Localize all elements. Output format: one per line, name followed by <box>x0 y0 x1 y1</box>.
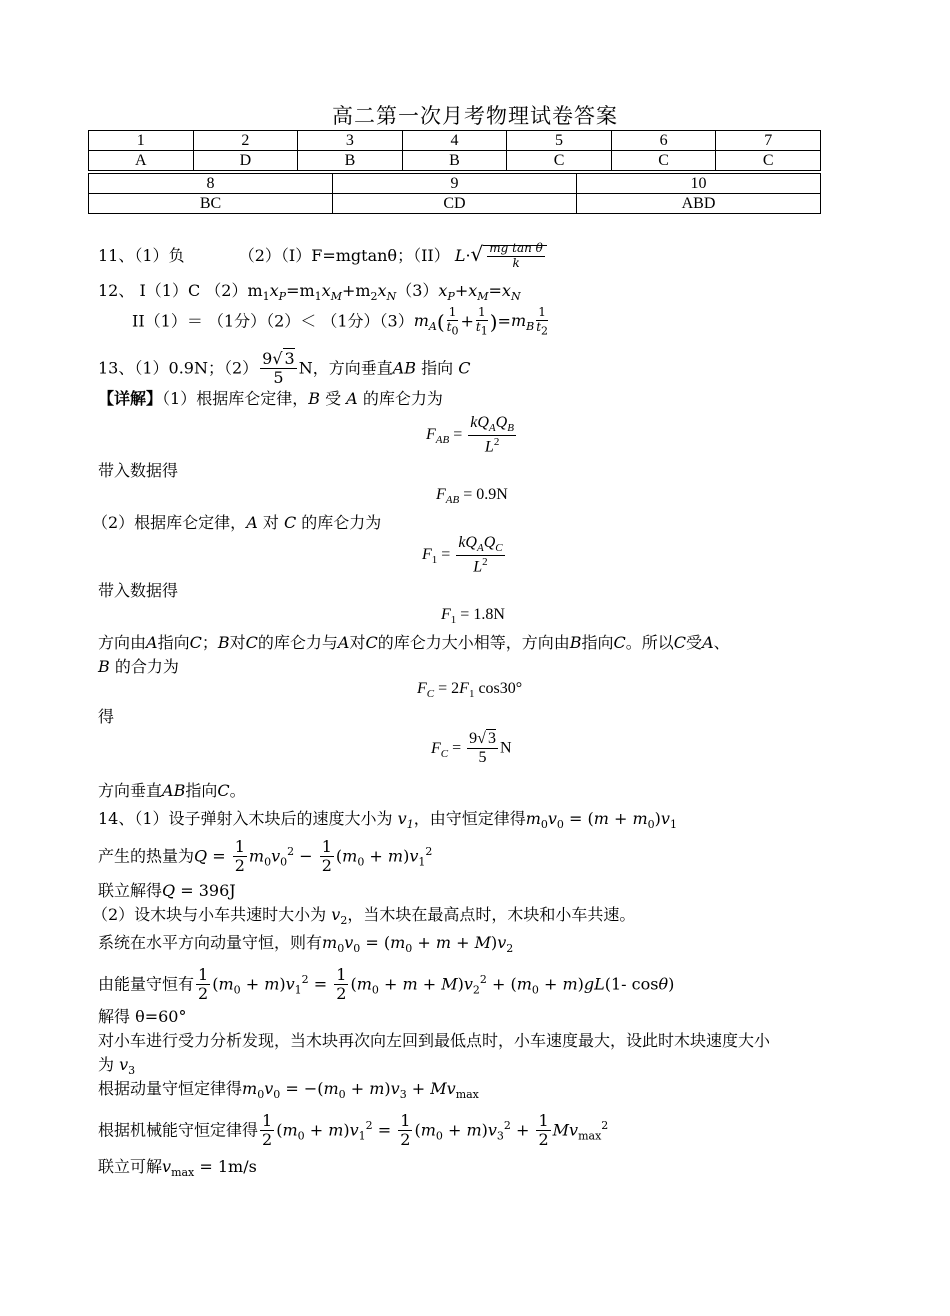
q14-l4: （2）设木块与小车共速时大小为 <box>92 905 327 924</box>
dir-t4: 对 <box>229 633 246 652</box>
q14-l10: 根据动量守恒定律得 <box>98 1079 243 1098</box>
detail-label: 【详解】 <box>98 389 163 408</box>
q13-d2c: 的库仑力为 <box>301 513 382 532</box>
q13-d1: （1）根据库仑定律， <box>162 389 309 408</box>
q14-line10: 根据动量守恒定律得$m_0v_0 = -(m_0 + m)v_3 + Mv_{max}$ <box>98 1079 479 1102</box>
eq-fab-formula: $F_{AB}$ = $\frac{kQ_AQ_B}{L^2}$ <box>426 414 514 456</box>
f1-value: 1.8N <box>473 606 505 623</box>
q14-line7: 解得 θ=60° <box>98 1007 187 1026</box>
q12-line1: 12、 I（1）C $(2)m_1x_P=m_1x_M+m_2x_N(3)x_P+x_M=x_N$ <box>98 281 521 304</box>
dir-t2: 指向 <box>157 633 190 652</box>
q13-head-tail: ，方向垂直 <box>312 358 393 378</box>
table-cell: 10 <box>577 174 821 194</box>
q11-line: 11、（1）负 （2）（I）F=mgtanθ；（II） L·√ $\frac{\text{mg tan θ}}{k}$ <box>98 242 547 271</box>
eq-fab-value: $F_{AB} = 0.9N$ <box>436 486 508 507</box>
q14-line5: 系统在水平方向动量守恒，则有$m_0v_0 = (m_0 + m + M)v_2$ <box>98 933 514 956</box>
table-cell: C <box>507 151 612 171</box>
q14-l6: 由能量守恒有 <box>98 974 195 994</box>
table-cell: 6 <box>611 131 716 151</box>
q14-l12: 联立可解 <box>98 1157 163 1176</box>
q14-line1: 14、（1）设子弹射入木块后的速度大小为 $v_1$，由守恒定律得$m_0v_0 = (m + m_0)v_1$ <box>98 809 677 832</box>
answer-table-1-7 <box>88 130 821 171</box>
q13-detail-2: （2）根据库仑定律，A 对 C 的库仑力为 <box>92 513 382 532</box>
q14-line2: 产生的热量为Q = $\frac{1}{2}$ $m_0v_0^2$ − $\frac{1}{2}$ $(m_0 + m)v_1^2$ <box>98 837 433 876</box>
table-cell: 7 <box>716 131 821 151</box>
q11-part1: 11、（1）负 <box>98 245 185 265</box>
q11-part2: （2）（I）F=mgtanθ；（II） <box>238 245 450 265</box>
dir-t9: 、 <box>713 633 730 652</box>
q12-prefix: 12、 I（1）C （2） <box>98 281 248 300</box>
q13-d1b: 受 <box>325 389 342 408</box>
table-cell: 8 <box>89 174 333 194</box>
eq-fc-value: $F_C$ = $\frac{9√ 3}{5}$ N <box>431 730 512 767</box>
table-cell: 2 <box>193 131 298 151</box>
q14-l1b: ，由守恒定律得 <box>413 809 526 828</box>
table-row-answers <box>89 151 821 171</box>
table-cell: C <box>716 151 821 171</box>
dir-t10: 的合力为 <box>114 657 179 676</box>
eq-f1-value: $F_1 = 1.8N$ <box>441 606 505 627</box>
q13-head: 13、（1）0.9N；（2） $\frac{9√ 3}{5}$ N，方向垂直AB 指向 C <box>98 349 471 388</box>
q13-d1c: 的库仑力为 <box>362 389 443 408</box>
table-row-answers <box>89 194 821 214</box>
q12-prefix2: II（1）＝ （1分）（2）＜ （1分）（3） <box>132 311 414 331</box>
q13-direction-line2: B 的合力为 <box>98 657 179 676</box>
table-cell: A <box>89 151 194 171</box>
q14-l3: 联立解得 <box>98 881 163 900</box>
q12-line2: II（1）＝ （1分）（2）＜ （1分）$(3)m_A$( $\frac{1}{t_0}$ + $\frac{1}{t_1}$ )$=m_B$ $\frac{1}{t_2}$ <box>132 305 549 338</box>
q13-head-text: 13、（1）0.9N；（2） <box>98 358 259 378</box>
q13-final-dir: 方向垂直AB指向C。 <box>98 781 246 800</box>
dir-t4b: 对 <box>349 633 366 652</box>
q14-line11: 根据机械能守恒定律得 $\frac{1}{2}$ $(m_0 + m)v_1^2$ = $\frac{1}{2}$ $(m_0 + m)v_3^2$ + $\frac{1}{2}$ $Mv_{max}^2$ <box>98 1111 609 1150</box>
q14-l5: 系统在水平方向动量守恒，则有 <box>98 933 323 952</box>
table-row-numbers <box>89 174 821 194</box>
vmax-value: = 1m/s <box>199 1157 257 1176</box>
q14-l4b: ，当木块在最高点时，木块和小车共速。 <box>347 905 636 924</box>
table-cell: CD <box>333 194 577 214</box>
final-dir: 方向垂直 <box>98 781 163 800</box>
q13-d2: （2）根据库仑定律， <box>92 513 247 532</box>
de-text: 得 <box>98 707 115 726</box>
answer-table-8-10 <box>88 173 821 214</box>
q13-detail-1: 【详解】（1）根据库仑定律，B 受 A 的库仑力为 <box>98 389 443 408</box>
q13-direction-line1: 方向由A指向C；B对C的库仑力与A对C的库仑力大小相等，方向由B指向C。所以C受A、 <box>98 633 730 652</box>
table-cell: D <box>193 151 298 171</box>
dir-t8: 受 <box>686 633 703 652</box>
q13-d2b: 对 <box>262 513 279 532</box>
fab-value: 0.9N <box>476 486 508 503</box>
table-cell: B <box>402 151 507 171</box>
eq-f1-formula: $F_1$ = $\frac{kQ_AQ_C}{L^2}$ <box>422 534 503 576</box>
period: 。 <box>229 781 246 800</box>
q14-l11: 根据机械能守恒定律得 <box>98 1120 259 1140</box>
q14-line6: 由能量守恒有 $\frac{1}{2}$ $(m_0 + m)v_1^2$ = $\frac{1}{2}$ $(m_0 + m + M)v_2^2 + (m_0 + m)gL(1-$ cosθ) <box>98 965 675 1004</box>
q14-l2: 产生的热量为 <box>98 846 195 866</box>
table-cell: B <box>298 151 403 171</box>
sub-data-1: 带入数据得 <box>98 461 179 480</box>
table-cell: 5 <box>507 131 612 151</box>
q14-line12: 联立可解$v_{max} = 1m/s$ <box>98 1157 257 1180</box>
table-row-numbers <box>89 131 821 151</box>
page-title: 高二第一次月考物理试卷答案 <box>332 104 618 128</box>
table-cell: 1 <box>89 131 194 151</box>
q14-line4: （2）设木块与小车共速时大小为 $v_2$，当木块在最高点时，木块和小车共速。 <box>92 905 636 928</box>
dir-t3: ； <box>201 633 218 652</box>
q14-line8: 对小车进行受力分析发现，当木块再次向左回到最低点时，小车速度最大，设此时木块速度大小 <box>98 1031 771 1050</box>
table-cell: ABD <box>577 194 821 214</box>
dir-t7: 。所以 <box>625 633 674 652</box>
eq-fc-formula: $F_C = 2F_1$ cos30° <box>417 680 523 701</box>
dir-t1: 方向由 <box>98 633 147 652</box>
table-cell: 4 <box>402 131 507 151</box>
table-cell: 3 <box>298 131 403 151</box>
fc-expr: cos30° <box>478 680 523 697</box>
q14-line9: 为 $v_3$ <box>98 1055 136 1078</box>
dir-t2b: 指向 <box>581 633 614 652</box>
q-value: = 396J <box>180 881 236 900</box>
sub-data-2: 带入数据得 <box>98 581 179 600</box>
table-cell: 9 <box>333 174 577 194</box>
q14-line3: 联立解得Q = 396J <box>98 881 236 900</box>
table-cell: C <box>611 151 716 171</box>
dir-t6: 的库仑力大小相等，方向由 <box>377 633 570 652</box>
q14-l1: 14、（1）设子弹射入木块后的速度大小为 <box>98 809 393 828</box>
dir-t5: 的库仑力与 <box>257 633 338 652</box>
table-cell: BC <box>89 194 333 214</box>
final-dir-end: 指向 <box>185 781 218 800</box>
q14-l9: 为 <box>98 1055 115 1074</box>
